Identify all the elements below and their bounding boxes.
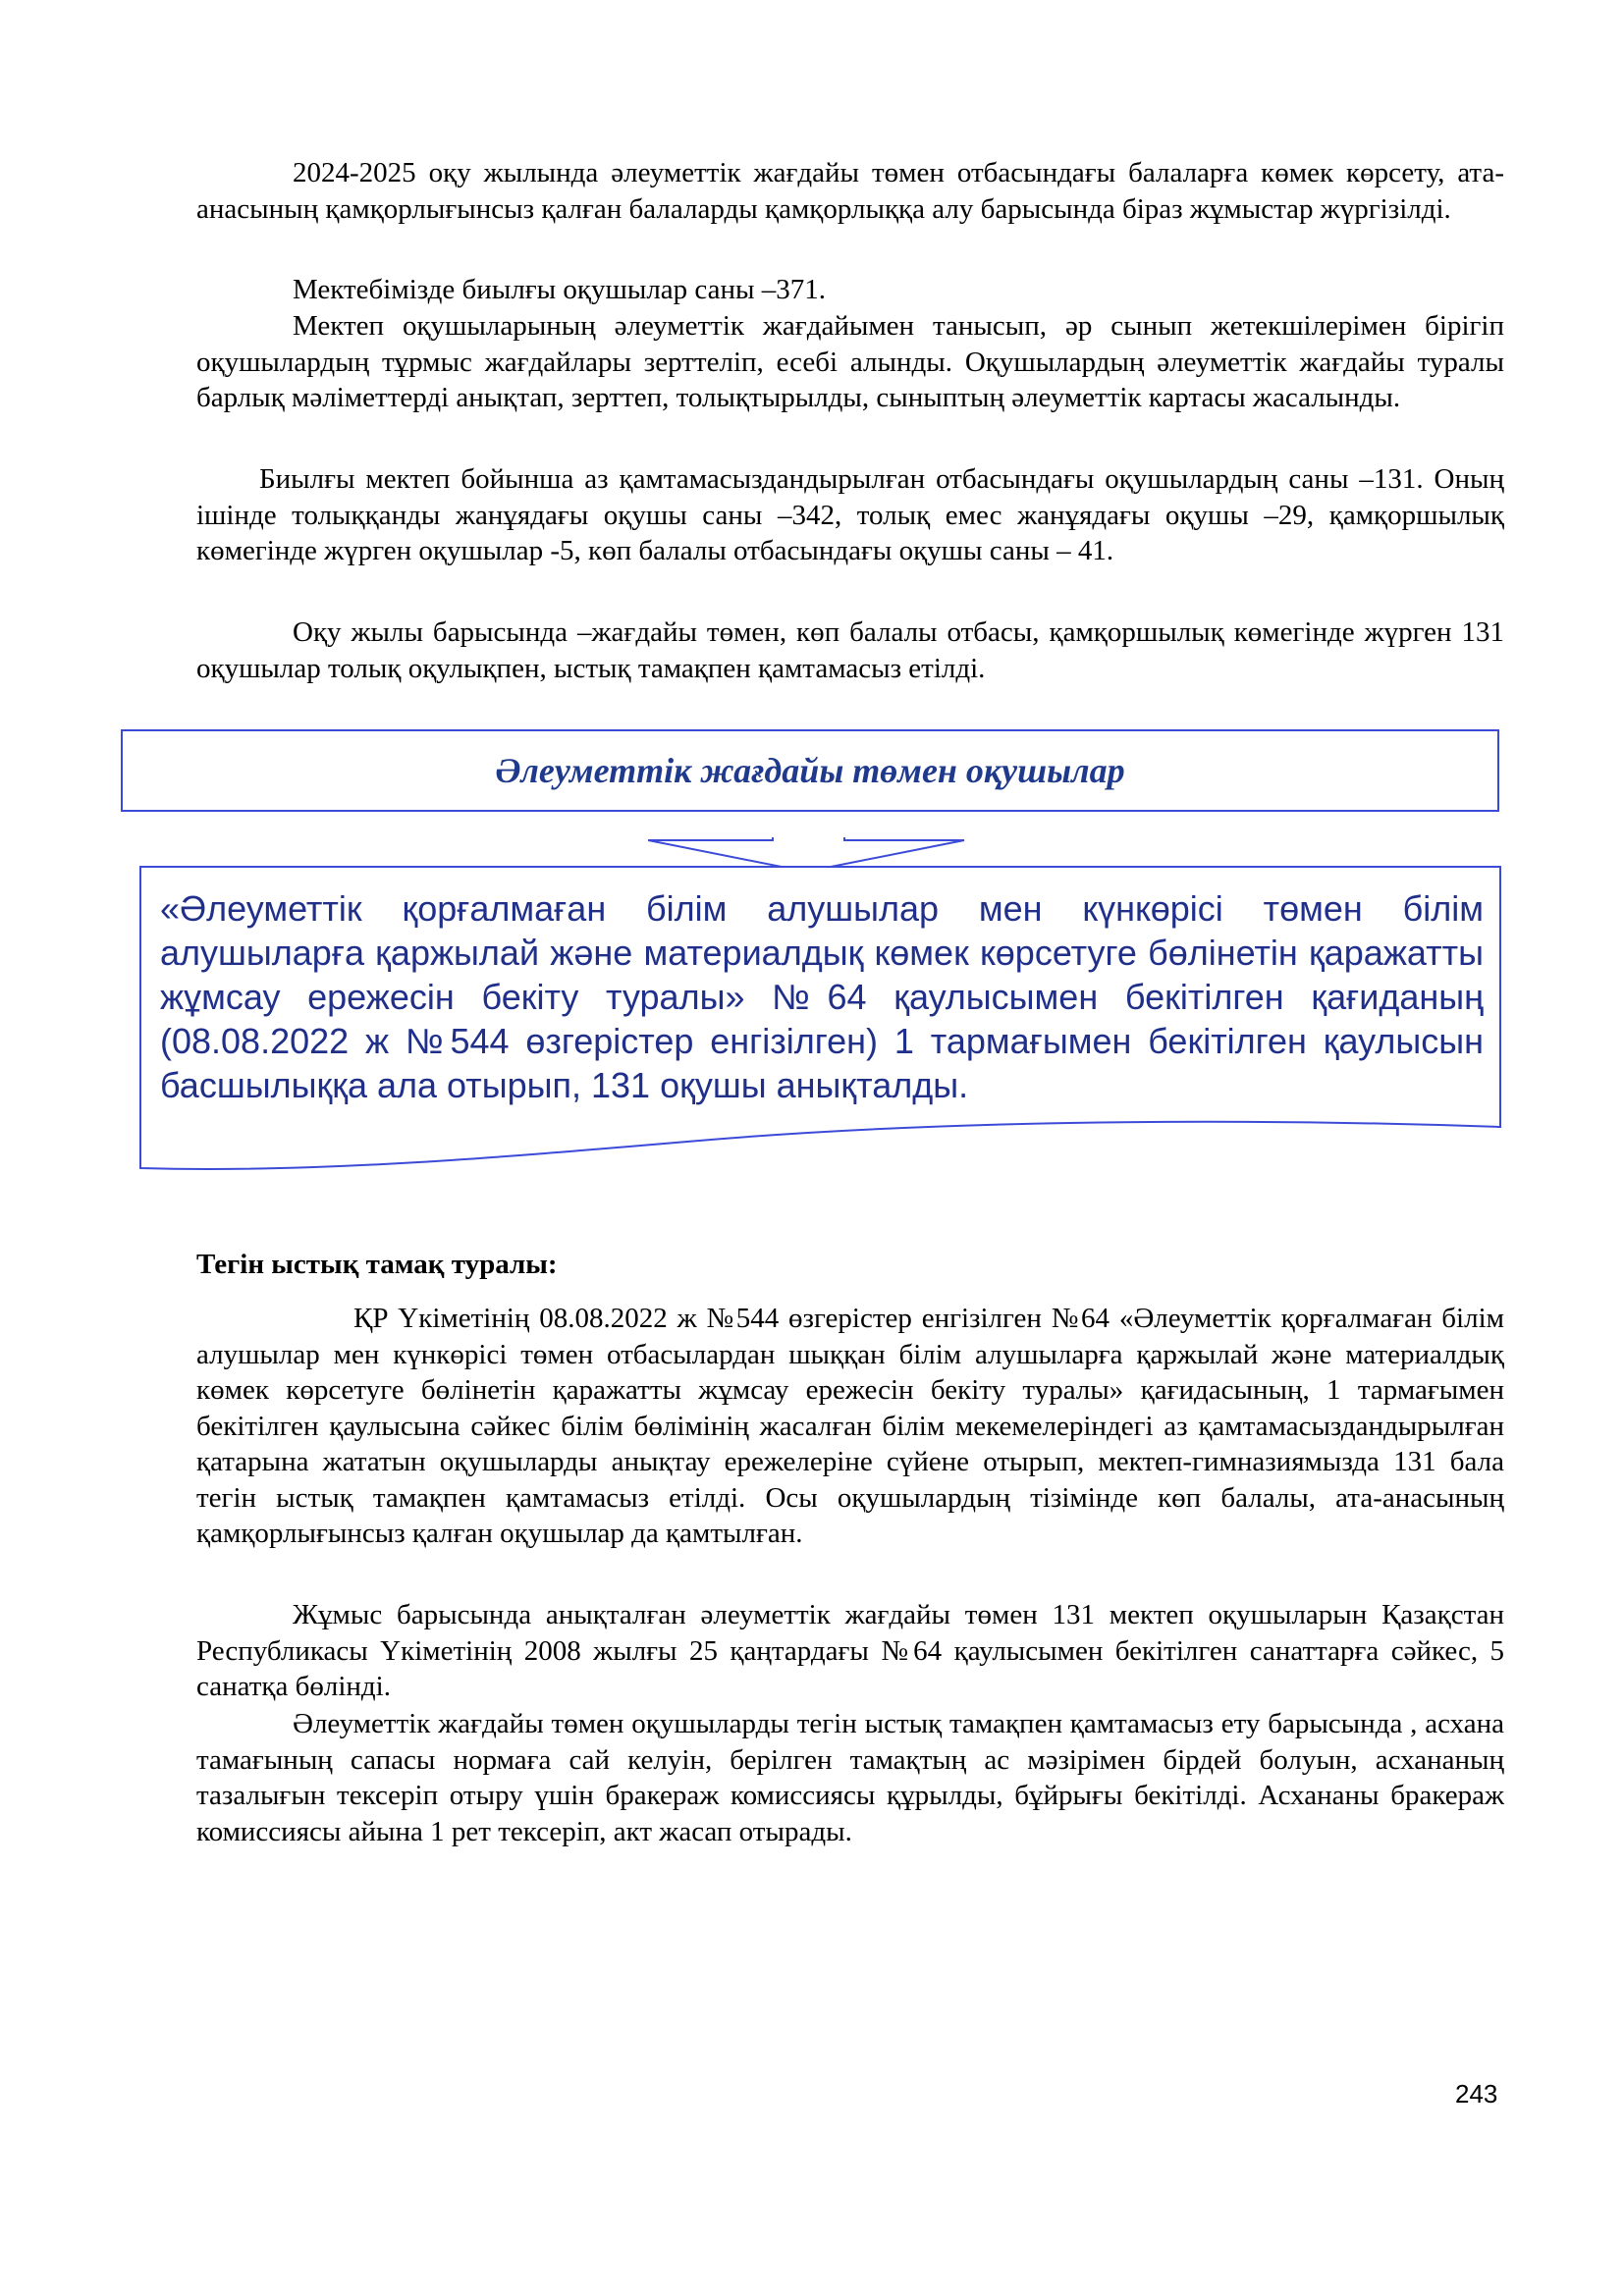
section-heading: Тегін ыстық тамақ туралы: xyxy=(196,1249,558,1280)
callout-text: «Әлеуметтік қорғалмаған білім алушылар мен күнкөрісі төмен білім алушыларға қаржылай және материалдық көмек көрсетуге бөлінетін қаражатты жұмсау ережесін бекіту туралы» №64 қаулысымен бекітілген қағиданың (08.08.2022 ж №544 өзгерістер енгізілген) 1 тармағымен бекітілген қаулысын басшылыққа ала отырып, 131 оқушы анықталды. xyxy=(160,888,1484,1105)
intro-paragraph-2: Мектебімізде биылғы оқушылар саны –371. xyxy=(293,274,827,305)
diagram-header-box xyxy=(121,729,1499,812)
intro-paragraph-5: Оқу жылы барысында –жағдайы төмен, көп балалы отбасы, қамқоршылық көмегінде жүрген 131 оқушылар толық оқулықпен, ыстық тамақпен қамтамасыз етілді. xyxy=(196,616,1504,684)
page-number: 243 xyxy=(1455,2079,1498,2109)
intro-paragraph-4: Биылғы мектеп бойынша аз қамтамасыздандырылған отбасындағы оқушылардың саны –131. Оның ішінде толыққанды жанұядағы оқушы саны –342, толық емес жанұядағы оқушы –29, қамқоршылық көмегінде жүрген оқушылар -5, көп балалы отбасындағы оқушы саны – 41. xyxy=(196,463,1504,566)
diagram-header-title: Әлеуметтік жағдайы төмен оқушылар xyxy=(495,751,1125,790)
intro-paragraph-3: Мектеп оқушыларының әлеуметтік жағдайымен танысып, әр сынып жетекшілерімен бірігіп оқушылардың тұрмыс жағдайлары зерттеліп, есебі алынды. Оқушылардың әлеуметтік жағдайы туралы барлық мәліметтерді анықтап, зерттеп, толықтырылды, сыныптың әлеуметтік картасы жасалынды. xyxy=(196,310,1504,413)
section-paragraph-1: ҚР Үкіметінің 08.08.2022 ж №544 өзгерістер енгізілген №64 «Әлеуметтік қорғалмаған білім алушылар мен күнкөрісі төмен отбасылардан шыққан білім алушыларға қаржылай және материалдық көмек көрсетуге бөлінетін қаражатты жұмсау ережесін бекіту туралы» қағидасының, 1 тармағымен бекітілген қаулысына сәйкес білім бөлімінің жасалған білім мекемелеріндегі аз қамтамасыздандырылған қатарына жататын оқушыларды анықтау ережелеріне сүйене отырып, мектеп-гимназиямызда 131 бала тегін ыстық тамақпен қамтамасыз етілді. Осы оқушылардың тізімінде көп балалы, ата-анасының қамқорлығынсыз қалған оқушылар да қамтылған. xyxy=(196,1303,1504,1549)
section-paragraph-2: Жұмыс барысында анықталған әлеуметтік жағдайы төмен 131 мектеп оқушыларын Қазақстан Республикасы Үкіметінің 2008 жылғы 25 қаңтардағы №64 қаулысымен бекітілген санаттарға сәйкес, 5 санатқа бөлінді. xyxy=(196,1599,1504,1702)
section-paragraph-3: Әлеуметтік жағдайы төмен оқушыларды тегін ыстық тамақпен қамтамасыз ету барысында , асхана тамағының сапасы нормаға сай келуін, берілген тамақтың ас мәзірімен бірдей болуын, асхананың тазалығын тексеріп отыру үшін бракераж комиссиясы құрылды, бұйрығы бекітілді. Асхананы бракераж комиссиясы айына 1 рет тексеріп, акт жасап отырады. xyxy=(196,1708,1504,1847)
intro-paragraph-1: 2024-2025 оқу жылында әлеуметтік жағдайы төмен отбасындағы балаларға көмек көрсету, ата-анасының қамқорлығынсыз қалған балаларды қамқорлыққа алу барысында біраз жұмыстар жүргізілді. xyxy=(196,157,1504,225)
